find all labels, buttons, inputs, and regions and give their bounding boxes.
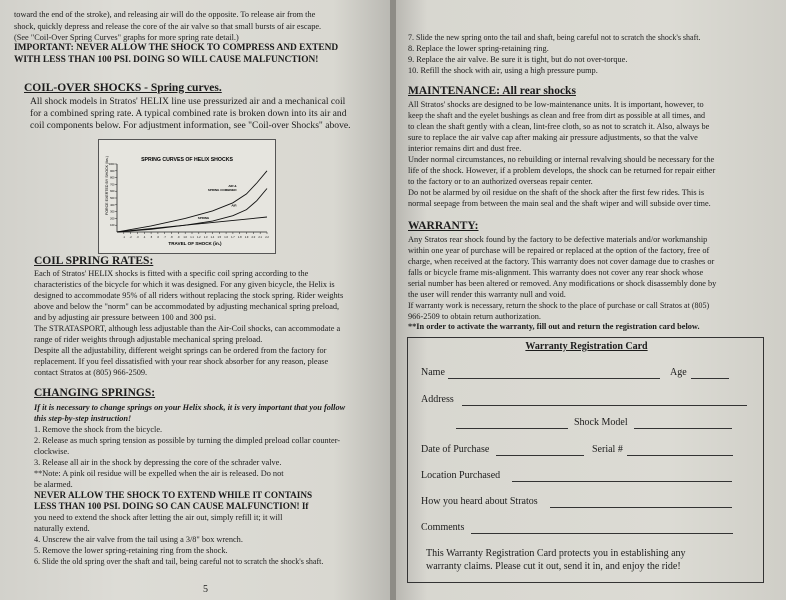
warranty-line: 966-2509 to obtain return authorization. <box>408 312 541 321</box>
warranty-heading: WARRANTY: <box>408 220 479 232</box>
warranty-line: serial number has been altered or removed. Any modifications or shock disassembly done by <box>408 279 717 288</box>
serial-field[interactable] <box>627 455 733 456</box>
coil-spring-line: characteristics of the bicycle for which it was designed. For any given bicycle, the Helix is <box>34 280 335 289</box>
changing-warning: LESS THAN 100 PSI. DOING SO CAN CAUSE MALFUNCTION! If <box>34 501 309 511</box>
chart-x-tick-label: 1.9 <box>244 236 249 239</box>
intro-warning: WITH LESS THAN 100 PSI. DOING SO WILL CAUSE MALFUNCTION! <box>14 55 319 65</box>
chart-x-tick-label: .6 <box>156 236 159 239</box>
maintenance-line: life of the shock. However, if a problem develops, the shock can be returned for repair either <box>408 166 716 175</box>
spring-curve-chart <box>98 139 276 254</box>
chart-y-tick-label: 600 <box>110 190 115 194</box>
address-field-2[interactable] <box>456 428 568 429</box>
how-heard-field[interactable] <box>550 507 732 508</box>
changing-step: 4. Unscrew the air valve from the tail using a 3/8" box wrench. <box>34 535 243 544</box>
maintenance-line: normal seepage from between the main seal and the shaft wiper and will subside over time. <box>408 199 711 208</box>
chart-series-label: SPRING <box>197 215 210 220</box>
changing-step: **Note: A pink oil residue will be expelled when the air is released. Do not <box>34 469 284 478</box>
chart-y-tick-label: 800 <box>110 176 115 180</box>
step-line: 8. Replace the lower spring-retaining ring. <box>408 44 549 53</box>
warranty-activate: **In order to activate the warranty, fill out and return the registration card below. <box>408 322 700 331</box>
name-field[interactable] <box>448 378 660 379</box>
chart-x-tick-label: .9 <box>177 236 180 239</box>
chart-y-tick-label: 100 <box>110 224 115 228</box>
location-purchased-label: Location Purchased <box>421 470 501 481</box>
chart-xlabel: TRAVEL OF SHOCK (in.) <box>168 241 222 246</box>
changing-warning: NEVER ALLOW THE SHOCK TO EXTEND WHILE IT CONTAINS <box>34 490 313 500</box>
changing-italic: this step-by-step instruction! <box>34 414 132 423</box>
maintenance-line: Do not be alarmed by oil residue on the shaft of the shock after the first few rides. This is <box>408 188 705 197</box>
chart-x-tick-label: 2.1 <box>258 236 262 239</box>
chart-x-tick-label: .1 <box>122 236 125 239</box>
right-page <box>396 0 786 600</box>
chart-x-tick-label: 2.0 <box>251 236 256 239</box>
chart-x-tick-label: 1.6 <box>224 236 228 239</box>
coil-spring-line: The STRATASPORT, although less adjustable than the Air-Coil shocks, can accommodate a <box>34 324 341 333</box>
intro-line: (See "Coil-Over Spring Curves" graphs for more spring rate detail.) <box>14 33 239 42</box>
serial-label: Serial # <box>592 444 623 455</box>
how-heard-label: How you heard about Stratos <box>421 496 538 507</box>
chart-x-tick-label: 1.3 <box>203 236 208 239</box>
step-line: 10. Refill the shock with air, using a high pressure pump. <box>408 66 598 75</box>
warranty-line: Any Stratos rear shock found by the factory to be defective materials and/or workmanship <box>408 235 708 244</box>
coil-over-line: All shock models in Stratos' HELIX line use pressurized air and a mechanical coil <box>30 96 346 107</box>
changing-step: 3. Release all air in the shock by depressing the core of the schrader valve. <box>34 458 282 467</box>
warranty-line: If warranty work is necessary, return the shock to the place of purchase or call Stratos at (805) <box>408 301 710 310</box>
changing-step: 5. Remove the lower spring-retaining ring from the shock. <box>34 546 228 555</box>
chart-series-label: AIR <box>231 203 237 208</box>
chart-x-tick-label: 1.4 <box>210 236 215 239</box>
chart-y-tick-label: 300 <box>110 210 115 214</box>
step-line: 7. Slide the new spring onto the tail and shaft, being careful not to scratch the shock's shaft. <box>408 33 701 42</box>
comments-label: Comments <box>421 522 465 533</box>
chart-y-tick-label: 700 <box>110 183 115 187</box>
warranty-registration-card <box>407 337 764 583</box>
coil-spring-line: above and below the "norm" can be accommodated by adjusting mechanical spring preload, <box>34 302 340 311</box>
step-line: 9. Replace the air valve. Be sure it is tight, but do not over-torque. <box>408 55 628 64</box>
chart-x-tick-label: 1.5 <box>217 236 222 239</box>
address-field[interactable] <box>462 405 747 406</box>
date-of-purchase-label: Date of Purchase <box>421 444 490 455</box>
location-purchased-field[interactable] <box>512 481 732 482</box>
shock-model-field[interactable] <box>634 428 732 429</box>
coil-spring-heading: COIL SPRING RATES: <box>34 255 154 267</box>
chart-x-tick-label: 1.2 <box>197 236 201 239</box>
maintenance-line: All Stratos' shocks are designed to be low-maintenance units. It is important, however, to <box>408 100 704 109</box>
chart-y-tick-label: 900 <box>110 169 115 173</box>
chart-series-line <box>117 171 267 232</box>
chart-title: SPRING CURVES OF HELIX SHOCKS <box>141 157 233 163</box>
chart-y-tick-label: 200 <box>110 217 115 221</box>
changing-step: 1. Remove the shock from the bicycle. <box>34 425 163 434</box>
left-page <box>0 0 392 600</box>
chart-ylabel: FORCE EXERTED BY SHOCK (lbs.) <box>105 156 109 215</box>
chart-y-tick-label: 1000 <box>108 163 115 166</box>
name-label: Name <box>421 367 445 378</box>
date-of-purchase-field[interactable] <box>496 455 584 456</box>
coil-spring-line: designed to accommodate 95% of all riders without replacing the stock spring. Rider weights <box>34 291 344 300</box>
maintenance-line: interior remains dirt and dust free. <box>408 144 522 153</box>
warranty-line: within one year of purchase will be repaired or replaced at the option of the factory, free of <box>408 246 710 255</box>
coil-spring-line: Each of Stratos' HELIX shocks is fitted with a specific coil spring according to the <box>34 269 309 278</box>
shock-model-label: Shock Model <box>574 417 628 428</box>
coil-spring-line: range of rider weights through adjustable mechanical spring preload. <box>34 335 263 344</box>
maintenance-line: Under normal circumstances, no rebuilding or internal revalving should be necessary for the <box>408 155 715 164</box>
coil-spring-line: and by adjusting air pressure between 100 and 300 psi. <box>34 313 217 322</box>
chart-y-tick-label: 400 <box>110 203 115 207</box>
chart-y-tick-label: 500 <box>110 197 115 200</box>
warranty-line: falls or bicycle frame mis-alignment. This warranty does not cover any rear shock whose <box>408 268 704 277</box>
chart-x-tick-label: 1.7 <box>231 236 235 239</box>
changing-step: 6. Slide the old spring over the shaft and tail, being careful not to scratch the shock's shaft. <box>34 557 324 566</box>
page-number: 5 <box>203 584 208 595</box>
age-field[interactable] <box>691 378 729 379</box>
chart-series-label: SPRING COMBINED <box>207 187 237 192</box>
chart-x-tick-label: .7 <box>163 236 166 239</box>
intro-line: toward the end of the stroke), and releasing air will do the opposite. To release air from the <box>14 10 316 19</box>
address-label: Address <box>421 394 454 405</box>
coil-over-line: for a combined spring rate. A typical combined rate is broken down into its air and <box>30 108 347 119</box>
card-footer: This Warranty Registration Card protects you in establishing any <box>426 548 686 559</box>
age-label: Age <box>670 367 687 378</box>
chart-x-tick-label: .4 <box>143 236 146 239</box>
changing-step: 2. Release as much spring tension as possible by turning the dimpled preload collar counter- <box>34 436 341 445</box>
intro-warning: IMPORTANT: NEVER ALLOW THE SHOCK TO COMPRESS AND EXTEND <box>14 43 339 53</box>
changing-springs-heading: CHANGING SPRINGS: <box>34 387 156 399</box>
maintenance-line: to clean the shaft gently with a clean, lint-free cloth, so as not to scratch it. Also, always be <box>408 122 710 131</box>
chart-x-tick-label: .3 <box>136 236 139 239</box>
intro-line: shock, quickly depress and release the core of the air valve so that small bursts of air escape. <box>14 22 322 31</box>
chart-x-tick-label: .5 <box>150 236 153 239</box>
maintenance-heading: MAINTENANCE: All rear shocks <box>408 85 576 97</box>
maintenance-line: sure to replace the air valve cap after making air pressure adjustments, so that the valve <box>408 133 698 142</box>
changing-italic: If it is necessary to change springs on your Helix shock, it is very important that you follow <box>34 403 346 412</box>
chart-x-tick-label: 2.2 <box>265 236 269 239</box>
warranty-line: the user will render this warranty null and void. <box>408 290 566 299</box>
comments-field[interactable] <box>471 533 733 534</box>
card-footer: warranty claims. Please cut it out, send it in, and enjoy the ride! <box>426 561 681 572</box>
chart-series-label: AIR & <box>228 183 237 188</box>
coil-spring-line: replacement. If you feel dissatisfied with your rear shock absorber for any reason, please <box>34 357 329 366</box>
maintenance-line: to the factory or to an authorized overseas repair center. <box>408 177 593 186</box>
chart-x-tick-label: 1.8 <box>237 236 242 239</box>
changing-step: clockwise. <box>34 447 70 456</box>
changing-step: be alarmed. <box>34 480 73 489</box>
chart-x-tick-label: 1.1 <box>190 236 194 239</box>
chart-x-tick-label: .8 <box>170 236 173 239</box>
warranty-line: charge, when received at the factory. This warranty does not cover damage due to crashes or <box>408 257 715 266</box>
chart-svg <box>99 140 275 253</box>
card-title: Warranty Registration Card <box>525 341 648 352</box>
changing-step: naturally extend. <box>34 524 90 533</box>
coil-over-line: coil components below. For adjustment information, see "Coil-over Shocks" above. <box>30 120 351 131</box>
changing-step: you need to extend the shock after letting the air out, simply refill it; it will <box>34 513 283 522</box>
coil-over-heading: COIL-OVER SHOCKS - Spring curves. <box>24 82 222 94</box>
chart-x-tick-label: .2 <box>129 236 132 239</box>
coil-spring-line: Despite all the adjustability, different weight springs can be ordered from the factory for <box>34 346 327 355</box>
maintenance-line: keep the shaft and the eyelet bushings as clean and free from dirt as possible at all times, and <box>408 111 706 120</box>
coil-spring-line: contact Stratos at (805) 966-2509. <box>34 368 148 377</box>
chart-x-tick-label: 1.0 <box>183 236 187 239</box>
